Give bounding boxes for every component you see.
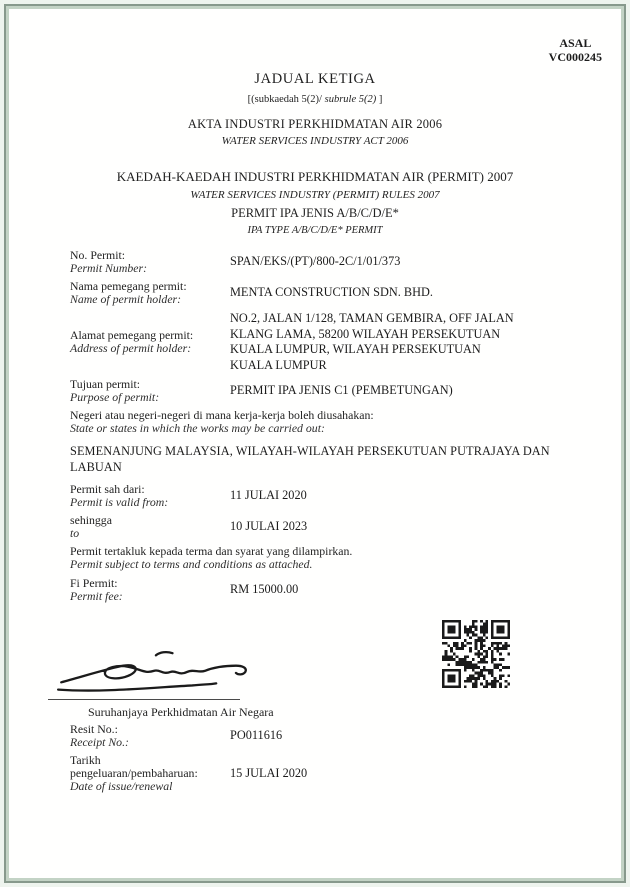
subrule-suffix: ] [376,94,383,105]
address-line: KUALA LUMPUR [230,357,327,372]
qr-code-image [442,620,510,688]
signature-section [70,608,596,723]
qr-code [442,620,510,688]
permit-number-value: SPAN/EKS/(PT)/800-2C/1/01/373 [230,254,401,269]
field-label: Tujuan permit: Purpose of permit: [70,377,160,404]
field-valid-from [70,483,596,509]
subrule-reference [6,93,624,106]
terms-note-malay: Permit tertakluk kepada terma dan syarat yang dilampirkan. [70,544,353,558]
permit-fee-value: RM 15000.00 [230,582,299,597]
permit-document-page [4,4,626,883]
schedule-title: JADUAL KETIGA [254,71,376,87]
field-valid-to [70,514,596,540]
address-line: KUALA LUMPUR, WILAYAH PERSEKUTUAN [230,342,481,356]
rules-title-english: WATER SERVICES INDUSTRY (PERMIT) RULES 2007 [190,189,440,201]
holder-name-value: MENTA CONSTRUCTION SDN. BHD. [230,285,433,300]
issuing-authority-name: Suruhanjaya Perkhidmatan Air Negara [88,705,274,719]
document-corner-mark [549,36,602,64]
field-label: Tarikh pengeluaran/pembaharuan: Date of issue/renewal [70,753,198,793]
field-label: sehingga to [70,513,112,540]
document-serial-number: VC000245 [548,50,602,64]
field-receipt-number [70,723,596,749]
field-label: Permit sah dari: Permit is valid from: [70,482,169,509]
field-issue-date [70,754,596,793]
terms-note-english: Permit subject to terms and conditions as attached. [70,557,313,571]
original-copy-label: ASAL [559,36,592,50]
field-label: Fi Permit: Permit fee: [70,576,123,603]
field-holder-name [70,280,596,306]
purpose-value: PERMIT IPA JENIS C1 (PEMBETUNGAN) [230,383,453,398]
subrule-italic: subrule 5(2) [324,94,377,105]
states-label-malay: Negeri atau negeri-negeri di mana kerja-kerja boleh diusahakan: [70,408,374,422]
permit-type-english: IPA TYPE A/B/C/D/E* PERMIT [247,225,383,236]
document-header [6,71,624,237]
states-label-english: State or states in which the works may be carried out: [70,421,325,435]
field-label: Resit No.: Receipt No.: [70,722,129,749]
signature-line [48,699,240,700]
terms-note [70,545,596,571]
act-title-english: WATER SERVICES INDUSTRY ACT 2006 [221,135,409,147]
receipt-number-value: PO011616 [230,728,283,743]
valid-from-value: 11 JULAI 2020 [230,488,307,503]
field-states [70,409,596,475]
states-value: SEMENANJUNG MALAYSIA, WILAYAH-WILAYAH PERSEKUTUAN PUTRAJAYA DAN LABUAN [70,444,550,474]
field-permit-fee [70,577,596,603]
holder-address-value [230,311,514,373]
issue-date-value: 15 JULAI 2020 [230,765,308,780]
rules-title-malay: KAEDAH-KAEDAH INDUSTRI PERKHIDMATAN AIR (PERMIT) 2007 [116,169,514,184]
field-label: Alamat pemegang permit: Address of permit holder: [70,328,194,355]
field-label: No. Permit: Permit Number: [70,248,147,275]
field-permit-number [70,249,596,275]
permit-type-malay: PERMIT IPA JENIS A/B/C/D/E* [231,206,399,220]
act-title-malay: AKTA INDUSTRI PERKHIDMATAN AIR 2006 [187,117,443,131]
address-line: KLANG LAMA, 58200 WILAYAH PERSEKUTUAN [230,326,501,341]
field-label: Nama pemegang permit: Name of permit holder: [70,279,187,306]
permit-fields [70,249,596,793]
valid-to-value: 10 JULAI 2023 [230,519,308,534]
address-line: NO.2, JALAN 1/128, TAMAN GEMBIRA, OFF JALAN [230,311,514,325]
subrule-prefix: [(subkaedah 5(2)/ [247,94,322,105]
field-holder-address [70,311,596,373]
field-purpose [70,378,596,404]
signature [54,648,264,700]
